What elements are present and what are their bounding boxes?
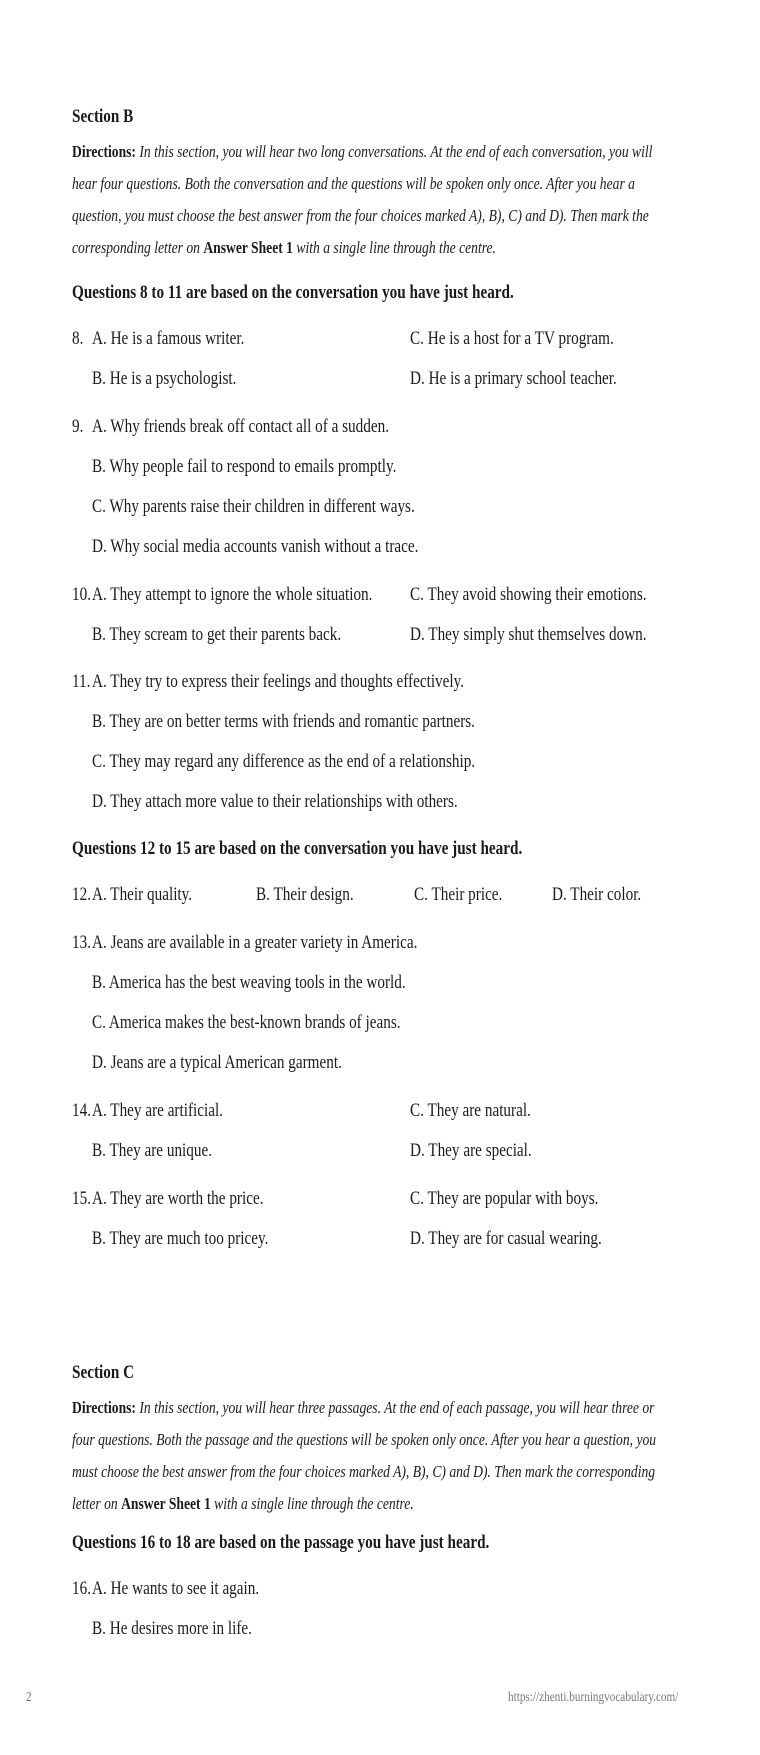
question-10-option-a[interactable]: A. They attempt to ignore the whole situation. <box>92 584 373 605</box>
question-group-heading: Questions 16 to 18 are based on the passage you have just heard. <box>72 1532 490 1553</box>
section-c-directions <box>72 1392 688 1520</box>
question-8-option-a[interactable]: A. He is a famous writer. <box>92 328 245 349</box>
question-12-option-c[interactable]: C. Their price. <box>414 884 503 905</box>
directions-line: corresponding letter on <box>72 238 204 257</box>
question-9-option-c[interactable]: C. Why parents raise their children in different ways. <box>92 496 415 517</box>
directions-label: Directions: <box>72 1398 136 1417</box>
question-12-number: 12. <box>72 884 91 905</box>
question-15-option-c[interactable]: C. They are popular with boys. <box>410 1188 599 1209</box>
question-8-option-c[interactable]: C. He is a host for a TV program. <box>410 328 614 349</box>
question-10-option-c[interactable]: C. They avoid showing their emotions. <box>410 584 647 605</box>
question-11-option-c[interactable]: C. They may regard any difference as the end of a relationship. <box>92 751 476 772</box>
question-15-number: 15. <box>72 1188 91 1209</box>
question-13-option-b[interactable]: B. America has the best weaving tools in the world. <box>92 972 406 993</box>
question-group-heading: Questions 12 to 15 are based on the conversation you have just heard. <box>72 838 523 859</box>
question-10-option-b[interactable]: B. They scream to get their parents back. <box>92 624 342 645</box>
question-8-option-d[interactable]: D. He is a primary school teacher. <box>410 368 617 389</box>
directions-line: question, you must choose the best answer from the four choices marked A), B), C) and D). Then mark the <box>72 206 649 225</box>
directions-line: with a single line through the centre. <box>292 238 496 257</box>
section-c-title: Section C <box>72 1362 135 1383</box>
question-16-option-b[interactable]: B. He desires more in life. <box>92 1618 252 1639</box>
question-9-number: 9. <box>72 416 84 437</box>
question-12-option-a[interactable]: A. Their quality. <box>92 884 193 905</box>
answer-sheet-ref: Answer Sheet 1 <box>203 238 293 257</box>
section-b-directions <box>72 136 688 264</box>
question-9-option-d[interactable]: D. Why social media accounts vanish without a trace. <box>92 536 419 557</box>
question-14-option-b[interactable]: B. They are unique. <box>92 1140 213 1161</box>
directions-line: In this section, you will hear two long conversations. At the end of each conversation, you will <box>139 142 653 161</box>
question-9-option-b[interactable]: B. Why people fail to respond to emails promptly. <box>92 456 397 477</box>
question-10-number: 10. <box>72 584 91 605</box>
directions-label: Directions: <box>72 142 136 161</box>
question-16-option-a[interactable]: A. He wants to see it again. <box>92 1578 260 1599</box>
directions-line: four questions. Both the passage and the questions will be spoken only once. After you hear a question, you <box>72 1430 657 1449</box>
question-14-option-a[interactable]: A. They are artificial. <box>92 1100 223 1121</box>
question-8-option-b[interactable]: B. He is a psychologist. <box>92 368 237 389</box>
directions-line: letter on <box>72 1494 122 1513</box>
question-16-number: 16. <box>72 1578 91 1599</box>
page-number: 2 <box>26 1690 32 1705</box>
question-10-option-d[interactable]: D. They simply shut themselves down. <box>410 624 647 645</box>
footer-url[interactable]: https://zhenti.burningvocabulary.com/ <box>508 1690 679 1705</box>
question-12-option-b[interactable]: B. Their design. <box>256 884 354 905</box>
question-13-option-d[interactable]: D. Jeans are a typical American garment. <box>92 1052 342 1073</box>
question-13-option-c[interactable]: C. America makes the best-known brands of jeans. <box>92 1012 401 1033</box>
question-11-number: 11. <box>72 671 91 692</box>
question-11-option-d[interactable]: D. They attach more value to their relationships with others. <box>92 791 458 812</box>
directions-line: In this section, you will hear three passages. At the end of each passage, you will hear three or <box>139 1398 655 1417</box>
directions-line: must choose the best answer from the four choices marked A), B), C) and D). Then mark the corresponding <box>72 1462 656 1481</box>
question-11-option-a[interactable]: A. They try to express their feelings and thoughts effectively. <box>92 671 465 692</box>
directions-line: hear four questions. Both the conversation and the questions will be spoken only once. After you hear a <box>72 174 635 193</box>
question-14-option-d[interactable]: D. They are special. <box>410 1140 532 1161</box>
question-8-number: 8. <box>72 328 84 349</box>
answer-sheet-ref: Answer Sheet 1 <box>121 1494 211 1513</box>
question-15-option-a[interactable]: A. They are worth the price. <box>92 1188 264 1209</box>
question-11-option-b[interactable]: B. They are on better terms with friends and romantic partners. <box>92 711 475 732</box>
section-b-title: Section B <box>72 106 134 127</box>
question-14-number: 14. <box>72 1100 91 1121</box>
question-15-option-d[interactable]: D. They are for casual wearing. <box>410 1228 602 1249</box>
question-group-heading: Questions 8 to 11 are based on the conversation you have just heard. <box>72 282 514 303</box>
question-15-option-b[interactable]: B. They are much too pricey. <box>92 1228 269 1249</box>
question-12-option-d[interactable]: D. Their color. <box>552 884 642 905</box>
question-14-option-c[interactable]: C. They are natural. <box>410 1100 531 1121</box>
directions-line: with a single line through the centre. <box>210 1494 414 1513</box>
question-13-number: 13. <box>72 932 91 953</box>
question-9-option-a[interactable]: A. Why friends break off contact all of a sudden. <box>92 416 390 437</box>
question-13-option-a[interactable]: A. Jeans are available in a greater variety in America. <box>92 932 418 953</box>
